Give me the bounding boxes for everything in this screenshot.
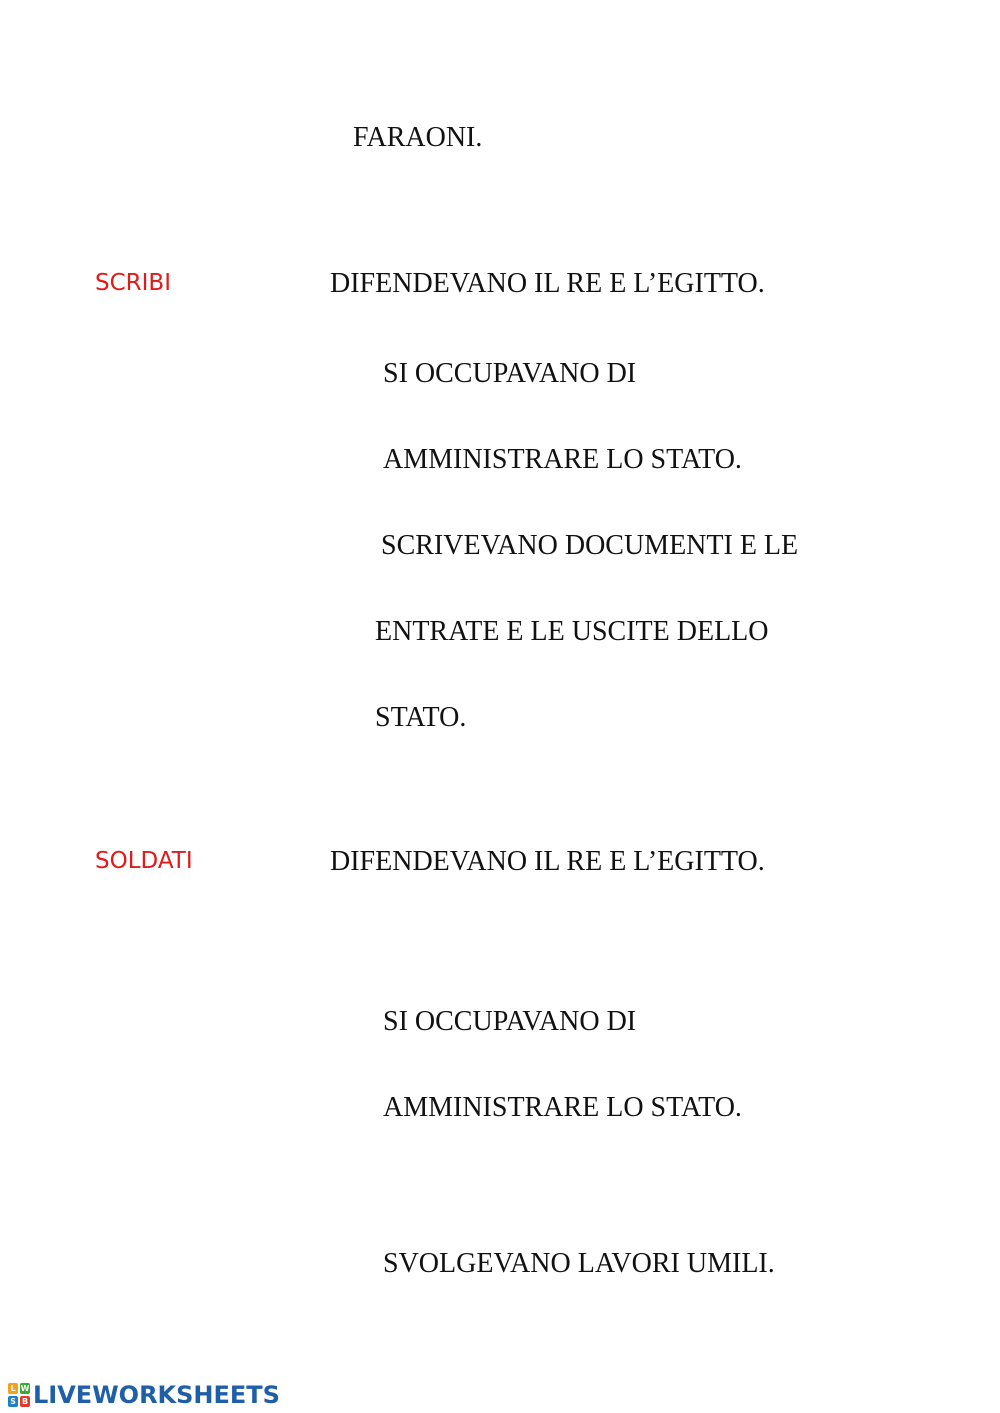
statement-defend-king-2[interactable]: DIFENDEVANO IL RE E L’EGITTO. [330, 846, 765, 877]
statement-administer-line2[interactable]: AMMINISTRARE LO STATO. [383, 444, 742, 475]
label-soldati[interactable]: SOLDATI [95, 848, 193, 874]
heading-faraoni: FARAONI. [353, 122, 483, 153]
statement-documents-line2[interactable]: ENTRATE E LE USCITE DELLO [375, 616, 769, 647]
statement-documents-line1[interactable]: SCRIVEVANO DOCUMENTI E LE [381, 530, 799, 561]
logo-cell-1: L [8, 1383, 18, 1394]
statement-defend-king-1[interactable]: DIFENDEVANO IL RE E L’EGITTO. [330, 268, 765, 299]
statement-administer-2-line1[interactable]: SI OCCUPAVANO DI [383, 1006, 637, 1037]
statement-administer-2-line2[interactable]: AMMINISTRARE LO STATO. [383, 1092, 742, 1123]
statement-humble-work[interactable]: SVOLGEVANO LAVORI UMILI. [383, 1248, 775, 1279]
label-scribi[interactable]: SCRIBI [95, 270, 171, 296]
brand-name: LIVEWORKSHEETS [33, 1381, 280, 1409]
logo-cell-4: B [21, 1396, 29, 1406]
logo-cell-2: W [20, 1383, 30, 1393]
statement-documents-line3[interactable]: STATO. [375, 702, 467, 733]
liveworksheets-logo-icon [8, 1383, 30, 1407]
logo-cell-3: S [8, 1396, 18, 1407]
statement-administer-line1[interactable]: SI OCCUPAVANO DI [383, 358, 637, 389]
liveworksheets-footer [8, 1382, 280, 1408]
